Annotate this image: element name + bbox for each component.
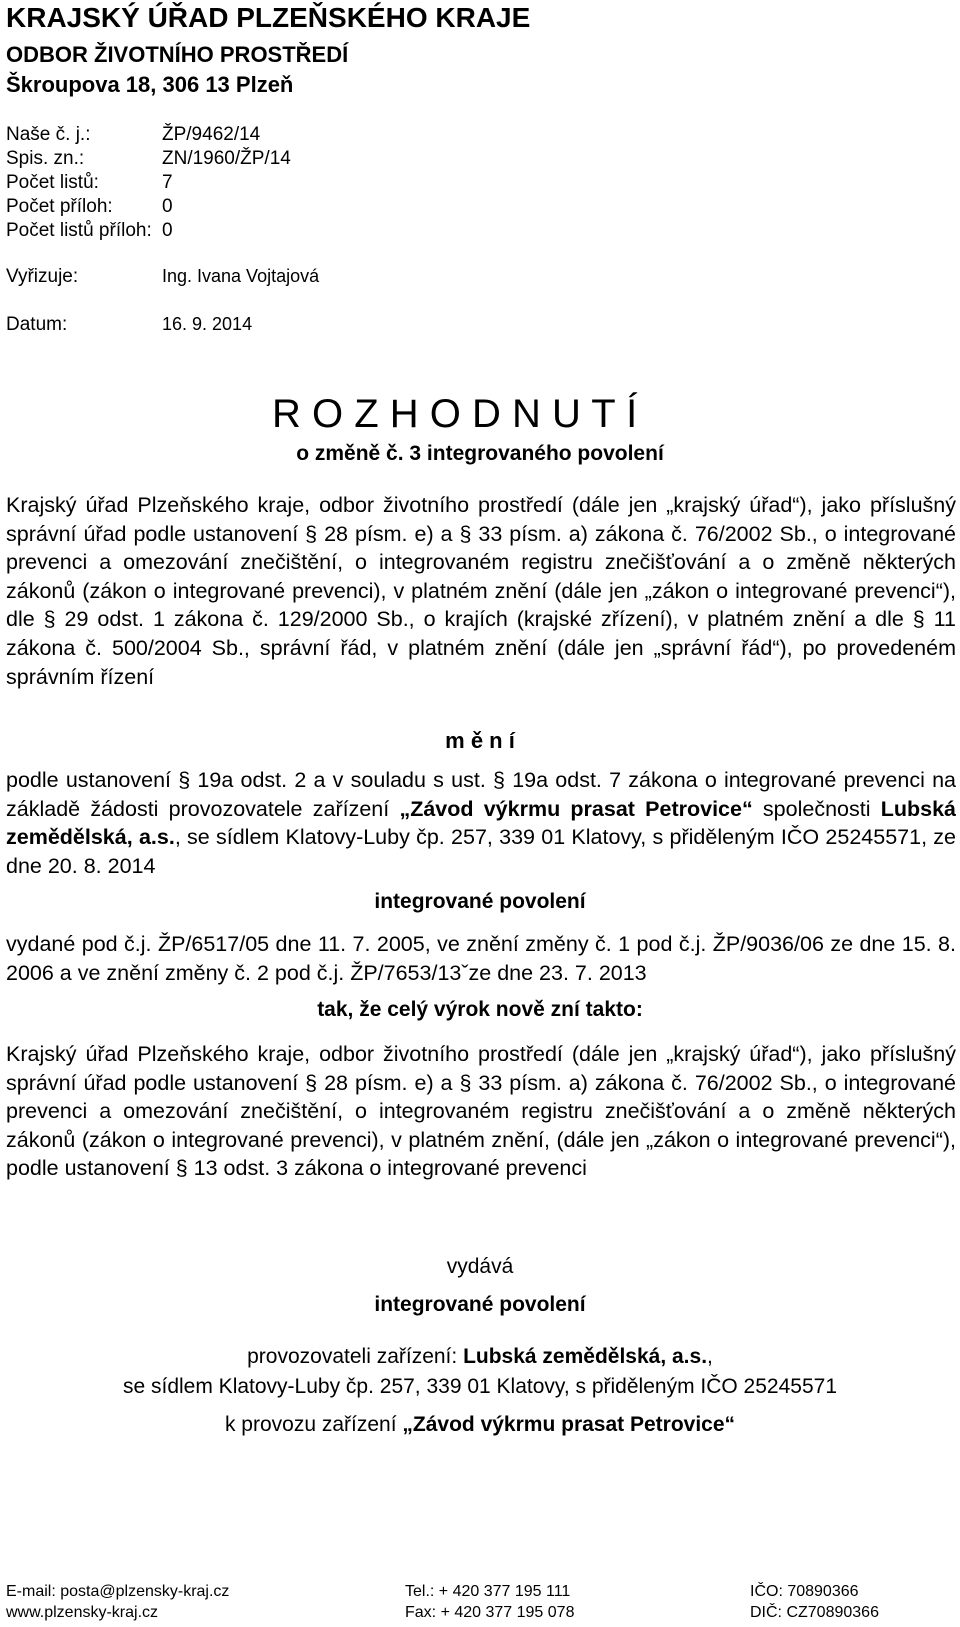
facility-line <box>0 1413 960 1437</box>
statement-paragraph: Krajský úřad Plzeňského kraje, odbor životního prostředí (dále jen „krajský úřad“), jako příslušný správní úřad podle ustanovení § 28 písm. e) a § 33 písm. a) zákona č. 76/2002 Sb., o integrované prevenci a omezování znečištění, o integrovaném registru znečišťování a o změně některých zákonů (zákon o integrované prevenci), v platném znění, (dále jen „zákon o integrované prevenci“), podle ustanovení § 13 odst. 3 zákona o integrované prevenci <box>6 1042 956 1181</box>
attachments-value: 0 <box>162 196 173 217</box>
footer-email[interactable]: E-mail: posta@plzensky-kraj.cz <box>6 1583 230 1600</box>
handler-label: Vyřizuje: <box>6 266 79 287</box>
vydava-heading: vydává <box>446 1255 514 1278</box>
department-name: ODBOR ŽIVOTNÍHO PROSTŘEDÍ <box>6 42 349 67</box>
footer-ico: IČO: 70890366 <box>750 1583 859 1600</box>
operator-label: provozovateli zařízení: <box>247 1345 464 1368</box>
ref-label: Naše č. j.: <box>6 124 91 145</box>
tak-heading: tak, že celý výrok nově zní takto: <box>317 998 643 1021</box>
integrated-permit-heading-2: integrované povolení <box>374 1293 586 1316</box>
integrated-permit-heading-1: integrované povolení <box>374 890 586 913</box>
request-text-2: společnosti <box>752 796 881 821</box>
file-label: Spis. zn.: <box>6 148 85 169</box>
request-text-3: , se sídlem Klatovy-Luby čp. 257, 339 01 Klatovy, s přiděleným IČO 25245571, ze dne 20. 8. 2014 <box>6 825 956 878</box>
decision-subtitle: o změně č. 3 integrovaného povolení <box>296 442 664 465</box>
company-name-bold: Lubská zemědělská, a.s. <box>6 796 956 850</box>
sheets-label: Počet listů: <box>6 172 99 193</box>
operator-line <box>0 1345 960 1369</box>
footer-phone: Tel.: + 420 377 195 111 <box>405 1583 571 1600</box>
footer-dic: DIČ: CZ70890366 <box>750 1604 879 1621</box>
request-text-1: podle ustanovení § 19a odst. 2 a v souladu s ust. § 19a odst. 7 zákona o integrované prevenci na základě žádosti provozovatele zařízení <box>6 768 956 821</box>
handler-value: Ing. Ivana Vojtajová <box>162 266 320 286</box>
footer-website[interactable]: www.plzensky-kraj.cz <box>6 1604 159 1621</box>
date-value: 16. 9. 2014 <box>162 314 253 334</box>
facility-name-bold: „Závod výkrmu prasat Petrovice“ <box>399 796 753 821</box>
decision-title: R O Z H O D N U T Í <box>272 392 638 436</box>
file-value: ZN/1960/ŽP/14 <box>162 148 291 169</box>
footer-fax: Fax: + 420 377 195 078 <box>405 1604 575 1621</box>
attachment-sheets-value: 0 <box>162 220 173 241</box>
intro-paragraph: Krajský úřad Plzeňského kraje, odbor životního prostředí (dále jen „krajský úřad“), jako příslušný správní úřad podle ustanovení § 28 písm. e) a § 33 písm. a) zákona č. 76/2002 Sb., o integrované prevenci a omezování znečištění, o integrovaném registru znečišťování a o změně některých zákonů (zákon o integrované prevenci), v platném znění (dále jen „zákon o integrované prevenci“), dle § 29 odst. 1 zákona č. 129/2000 Sb., o krajích (krajské zřízení), v platném znění a dle § 11 zákona č. 500/2004 Sb., správní řád, v platném znění (dále jen „správní řád“), po provedeném správním řízení <box>6 493 956 689</box>
attachments-label: Počet příloh: <box>6 196 113 217</box>
ref-value: ŽP/9462/14 <box>162 124 261 145</box>
office-name: KRAJSKÝ ÚŘAD PLZEŇSKÉHO KRAJE <box>6 2 531 33</box>
request-paragraph <box>6 766 956 880</box>
facility-name: „Závod výkrmu prasat Petrovice“ <box>402 1413 736 1436</box>
office-address: Škroupova 18, 306 13 Plzeň <box>6 72 294 97</box>
date-label: Datum: <box>6 314 68 335</box>
facility-label: k provozu zařízení <box>224 1413 403 1436</box>
meni-heading: m ě n í <box>445 728 515 753</box>
permit-history-paragraph: vydané pod č.j. ŽP/6517/05 dne 11. 7. 2005, ve znění změny č. 1 pod č.j. ŽP/9036/06 ze dne 15. 8. 2006 a ve znění změny č. 2 pod č.j. ŽP/7653/13ˇze dne 23. 7. 2013 <box>6 932 956 985</box>
operator-name: Lubská zemědělská, a.s. <box>463 1345 708 1368</box>
operator-comma: , <box>707 1345 713 1368</box>
sheets-value: 7 <box>162 172 173 193</box>
attachment-sheets-label: Počet listů příloh: <box>6 220 152 241</box>
operator-seat: se sídlem Klatovy-Luby čp. 257, 339 01 Klatovy, s přiděleným IČO 25245571 <box>122 1375 837 1398</box>
